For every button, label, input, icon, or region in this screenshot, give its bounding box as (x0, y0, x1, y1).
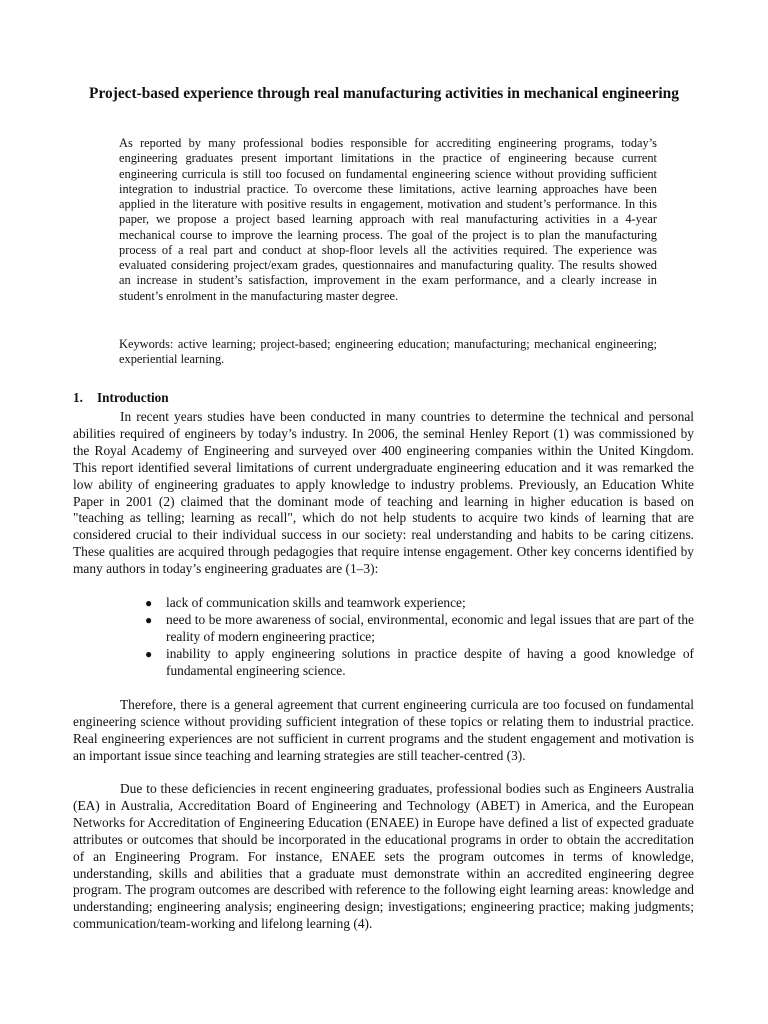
bullet-icon: ● (145, 646, 153, 661)
keywords: Keywords: active learning; project-based; engineering education; manufacturing; mechanical engineering; experiential learning. (119, 337, 657, 367)
list-item (73, 612, 694, 646)
list-item (73, 595, 694, 612)
paper-title: Project-based experience through real manufacturing activities in mechanical engineering (89, 85, 679, 102)
section-number: 1. (73, 390, 83, 405)
intro-paragraph-1: In recent years studies have been conducted in many countries to determine the technical and personal abilities required of engineers by today’s industry. In 2006, the seminal Henley Report (1) was commissioned by the Royal Academy of Engineering and surveyed over 400 engineering companies within the United Kingdom. This report identified several limitations of current undergraduate engineering education and it was remarked the low ability of engineering graduates to apply knowledge to industry problems. Previously, an Education White Paper in 2001 (2) claimed that the dominant mode of teaching and learning in higher education is based on "teaching as telling; learning as recall", which do not help students to acquire two kinds of learning that are considered crucial to their individual success in our society: real understanding and habits to be caring citizens. These qualities are acquired through pedagogies that require intense engagement. Other key concerns identified by many authors in today’s engineering graduates are (1–3): (73, 409, 694, 577)
bullet-icon: ● (145, 612, 153, 627)
intro-paragraph-2: Therefore, there is a general agreement that current engineering curricula are too focused on fundamental engineering science without providing sufficient integration of these topics or relating them to industrial practice. Real engineering experiences are not sufficient in current programs and the student engagement and motivation is an important issue since teaching and learning strategies are still teacher-centred (3). (73, 697, 694, 763)
bullet-icon: ● (145, 596, 153, 610)
section-title: Introduction (97, 390, 169, 405)
intro-paragraph-3: Due to these deficiencies in recent engineering graduates, professional bodies such as Engineers Australia (EA) in Australia, Accreditation Board of Engineering and Technology (ABET) in America, and the European Networks for Accreditation of Engineering Education (ENAEE) in Europe have defined a list of expected graduate attributes or outcomes that should be incorporated in the educational programs in order to obtain the accreditation of an Engineering Program. For instance, ENAEE sets the program outcomes in terms of knowledge, understanding, skills and abilities that a graduate must demonstrate within an accredited engineering degree program. The program outcomes are described with reference to the following eight learning areas: knowledge and understanding; engineering analysis; engineering design; investigations; engineering practice; making judgments; communication/team-working and lifelong learning (4). (73, 781, 694, 932)
list-item-text: inability to apply engineering solutions in practice despite of having a good knowledge of fundamental engineering science. (166, 645, 694, 678)
concerns-list (73, 595, 694, 680)
list-item (73, 646, 694, 680)
list-item-text: need to be more awareness of social, environmental, economic and legal issues that are part of the reality of modern engineering practice; (166, 611, 694, 644)
section-heading-introduction (73, 390, 169, 406)
abstract: As reported by many professional bodies responsible for accrediting engineering programs, today’s engineering graduates present important limitations in the practice of engineering because current engineering curricula is still too focused on fundamental engineering science without providing sufficient integration to industrial practice. To overcome these limitations, active learning approaches have been applied in the literature with positive results in engagement, motivation and student’s performance. In this paper, we propose a project based learning approach with real manufacturing activities in a 4-year mechanical course to improve the learning process. The goal of the project is to plan the manufacturing process of a real part and conduct at shop-floor levels all the activities required. The experience was evaluated considering project/exam grades, questionnaires and manufacturing quality. The results showed an increase in student’s satisfaction, improvement in the exam performance, and a clearly increase in student’s enrolment in the manufacturing master degree. (119, 136, 657, 303)
list-item-text: lack of communication skills and teamwork experience; (166, 595, 466, 610)
